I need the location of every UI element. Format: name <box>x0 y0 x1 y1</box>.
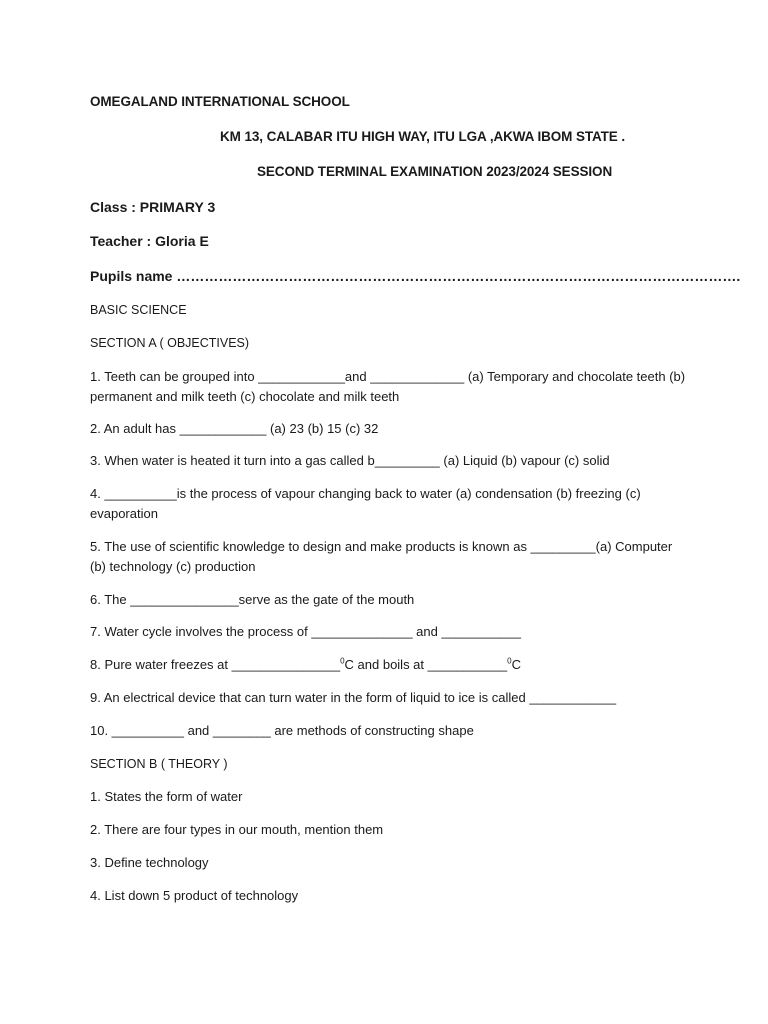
degree-mark: 0 <box>340 656 345 666</box>
question-a9: 9. An electrical device that can turn water in the form of liquid to ice is called ____________ <box>90 690 617 705</box>
question-a8 <box>90 655 690 675</box>
question-a6: 6. The _______________serve as the gate of the mouth <box>90 592 415 607</box>
question-a8-part1: 8. Pure water freezes at _______________ <box>90 657 341 672</box>
school-name: OMEGALAND INTERNATIONAL SCHOOL <box>90 94 350 109</box>
question-a2: 2. An adult has ____________ (a) 23 (b) 15 (c) 32 <box>90 421 379 436</box>
question-b2: 2. There are four types in our mouth, mention them <box>90 822 384 837</box>
question-a3: 3. When water is heated it turn into a gas called b_________ (a) Liquid (b) vapour (c) solid <box>90 453 610 468</box>
subject-title: BASIC SCIENCE <box>90 303 187 317</box>
question-a5: 5. The use of scientific knowledge to design and make products is known as _________(a) Computer (b) technology (c) production <box>90 539 673 574</box>
question-b3: 3. Define technology <box>90 855 209 870</box>
section-a-title: SECTION A ( OBJECTIVES) <box>90 336 250 350</box>
question-a10: 10. __________ and ________ are methods of constructing shape <box>90 723 474 738</box>
question-a7: 7. Water cycle involves the process of ______________ and ___________ <box>90 624 521 639</box>
question-a1: 1. Teeth can be grouped into ____________and _____________ (a) Temporary and chocolate teeth (b) permanent and milk teeth (c) chocolate and milk teeth <box>90 369 686 404</box>
pupil-name-line: Pupils name …………………………………………………………………………………………………………. <box>90 268 741 284</box>
teacher-line: Teacher : Gloria E <box>90 233 209 249</box>
question-a4: 4. __________is the process of vapour changing back to water (a) condensation (b) freezing (c) evaporation <box>90 486 641 521</box>
question-b1: 1. States the form of water <box>90 789 243 804</box>
question-b4: 4. List down 5 product of technology <box>90 888 299 903</box>
school-address: KM 13, CALABAR ITU HIGH WAY, ITU LGA ,AKWA IBOM STATE . <box>220 129 626 144</box>
degree-mark: 0 <box>507 656 512 666</box>
class-line: Class : PRIMARY 3 <box>90 199 216 215</box>
exam-title: SECOND TERMINAL EXAMINATION 2023/2024 SESSION <box>257 164 613 179</box>
question-a8-part3: C <box>511 657 522 672</box>
question-a8-part2: C and boils at ___________ <box>344 657 508 672</box>
section-b-title: SECTION B ( THEORY ) <box>90 757 228 771</box>
